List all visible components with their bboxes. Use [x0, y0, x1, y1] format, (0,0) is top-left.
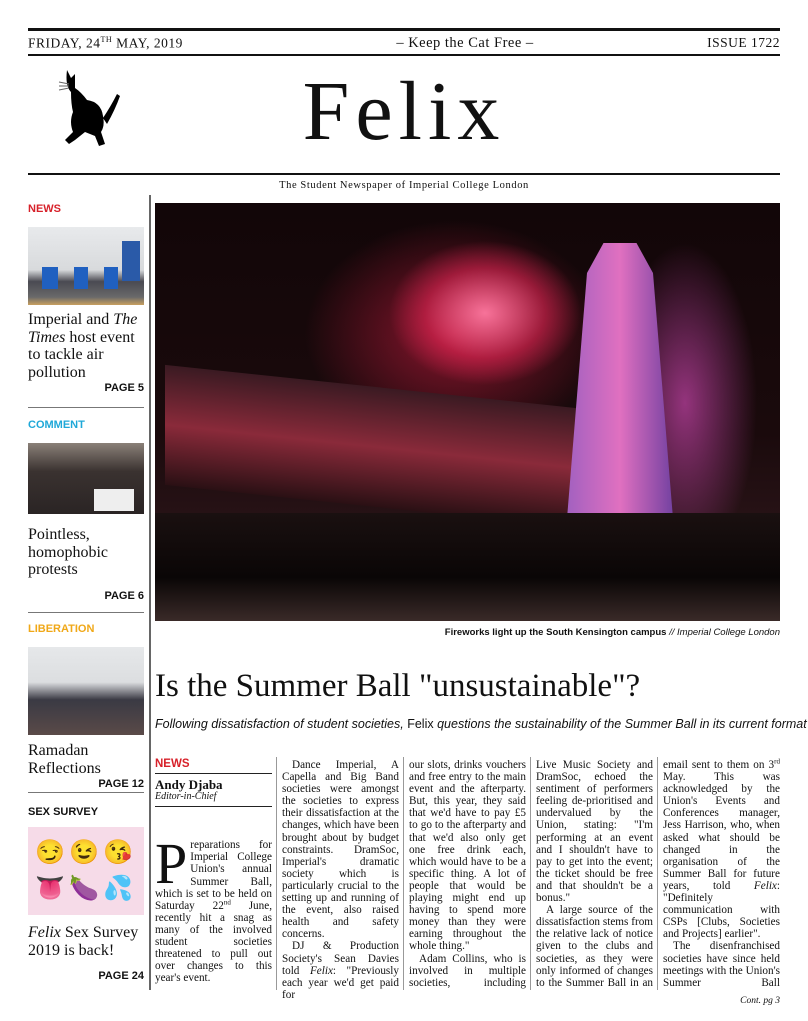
article-paragraph: Adam Collins, who is involved in multiple societies, including — [409, 952, 526, 989]
section-label: NEWS — [155, 758, 272, 774]
page-ref: PAGE 5 — [104, 382, 144, 394]
tagline: The Student Newspaper of Imperial College London — [279, 180, 529, 191]
article-paragraph: A large source of the dissatisfaction stems from the relative lack of notice given to the clubs and societies, as they were only informed of changes to the Summer Ball in an — [536, 904, 653, 989]
article-column-1 — [155, 758, 272, 984]
article-paragraph: Live Music Society and DramSoc, echoed the sentiment of performers feeling de-prioritised and undervalued by the Union, stating: "I'm performing at an event and I shouldn't have to pay to get into the event; the ticket should be free and that shouldn't be a bonus." — [536, 759, 653, 905]
article-standfirst: Following dissatisfaction of student societies, Felix questions the sustainability of the Summer Ball in its current format — [155, 717, 807, 731]
page-ref: PAGE 24 — [98, 970, 144, 982]
column-divider — [657, 757, 658, 990]
drop-cap: P — [155, 831, 188, 897]
photo-caption: Fireworks light up the South Kensington campus // Imperial College London — [444, 627, 780, 638]
sidebar-headline: Pointless, homophobic protests — [28, 526, 108, 578]
emoji-row: 😏😉😘 — [35, 840, 137, 866]
sidebar-rule — [28, 612, 144, 613]
emoji-row: 👅🍆💦 — [35, 876, 137, 902]
header-rule — [28, 54, 780, 56]
column-divider — [276, 757, 277, 990]
article-paragraph: email sent to them on 3rd May. This was acknowledged by the Union's Events and Conferences manager, Jess Harrison, who, when asked what should be changed in the organisation of the Summer Ball for future years, told Felix: "Definitely communication with CSPs [Clubs, Societies and Projects] earlier". — [663, 757, 780, 941]
top-rule — [28, 28, 780, 31]
article-paragraph: Dance Imperial, A Capella and Big Band societies were amongst the societies to express their dissatisfaction at the changes, which have been brought about by budget constraints. DramSoc, Imperial's dramatic society which is particularly crucial to the setting up and running of the event, also raised health and safety concerns. — [282, 759, 399, 941]
masthead-rule — [28, 173, 780, 175]
slogan: – Keep the Cat Free – — [396, 35, 534, 51]
author-role: Editor-in-Chief — [155, 791, 272, 807]
sidebar-headline: Felix Sex Survey 2019 is back! — [28, 924, 139, 959]
section-label: NEWS — [28, 203, 61, 215]
sidebar-headline: Ramadan Reflections — [28, 742, 101, 777]
issue-date: FRIDAY, 24TH MAY, 2019 — [28, 35, 183, 51]
header-line — [28, 35, 780, 52]
column-divider — [403, 757, 404, 990]
article-paragraph: DJ & Production Society's Sean Davies told Felix: "Previously each year we'd get paid for — [282, 940, 399, 1001]
article-column-2 — [282, 759, 399, 1001]
author-name: Andy Djaba — [155, 777, 223, 793]
sidebar-rule — [28, 407, 144, 408]
section-label: COMMENT — [28, 419, 85, 431]
article-paragraph: The disenfranchised societies have since held meetings with the Union's Summer Ball — [663, 940, 780, 989]
article-column-3 — [409, 759, 526, 989]
article-paragraph: Preparations for Imperial College Union's annual Summer Ball, which is set to be held on Saturday 22nd June, recently hit a snag as many of the involved student societies threatened to pull out over changes to this year's event. — [155, 831, 272, 985]
liberation-thumbnail — [28, 647, 144, 735]
continued-link[interactable]: Cont. pg 3 — [740, 995, 780, 1006]
page-ref: PAGE 12 — [98, 778, 144, 790]
news-thumbnail — [28, 227, 144, 305]
article-paragraph: our slots, drinks vouchers and free entry to the main event and the afterparty. But, this year, they said that we'd have to pay £5 to go to the afterparty and that we'd also only get one free drink each, which would have to be a specific thing. A lot of people that would be playing might end up having to spend more money than they were earning throughout the whole thing." — [409, 759, 526, 953]
fireworks-photo — [155, 203, 780, 621]
section-label: SEX SURVEY — [28, 806, 99, 818]
article-headline: Is the Summer Ball "unsustainable"? — [155, 668, 641, 704]
article-column-4 — [536, 759, 653, 989]
sidebar-rule — [28, 792, 144, 793]
sex-survey-thumbnail — [28, 827, 144, 915]
sidebar-headline: Imperial and The Times host event to tackle air pollution — [28, 311, 138, 381]
section-label: LIBERATION — [28, 623, 95, 635]
column-divider — [530, 757, 531, 990]
masthead: Felix — [302, 65, 506, 158]
comment-thumbnail — [28, 443, 144, 514]
article-column-5 — [663, 759, 780, 1007]
issue-number: ISSUE 1722 — [707, 35, 780, 50]
page-ref: PAGE 6 — [104, 590, 144, 602]
sidebar-divider — [149, 195, 151, 990]
